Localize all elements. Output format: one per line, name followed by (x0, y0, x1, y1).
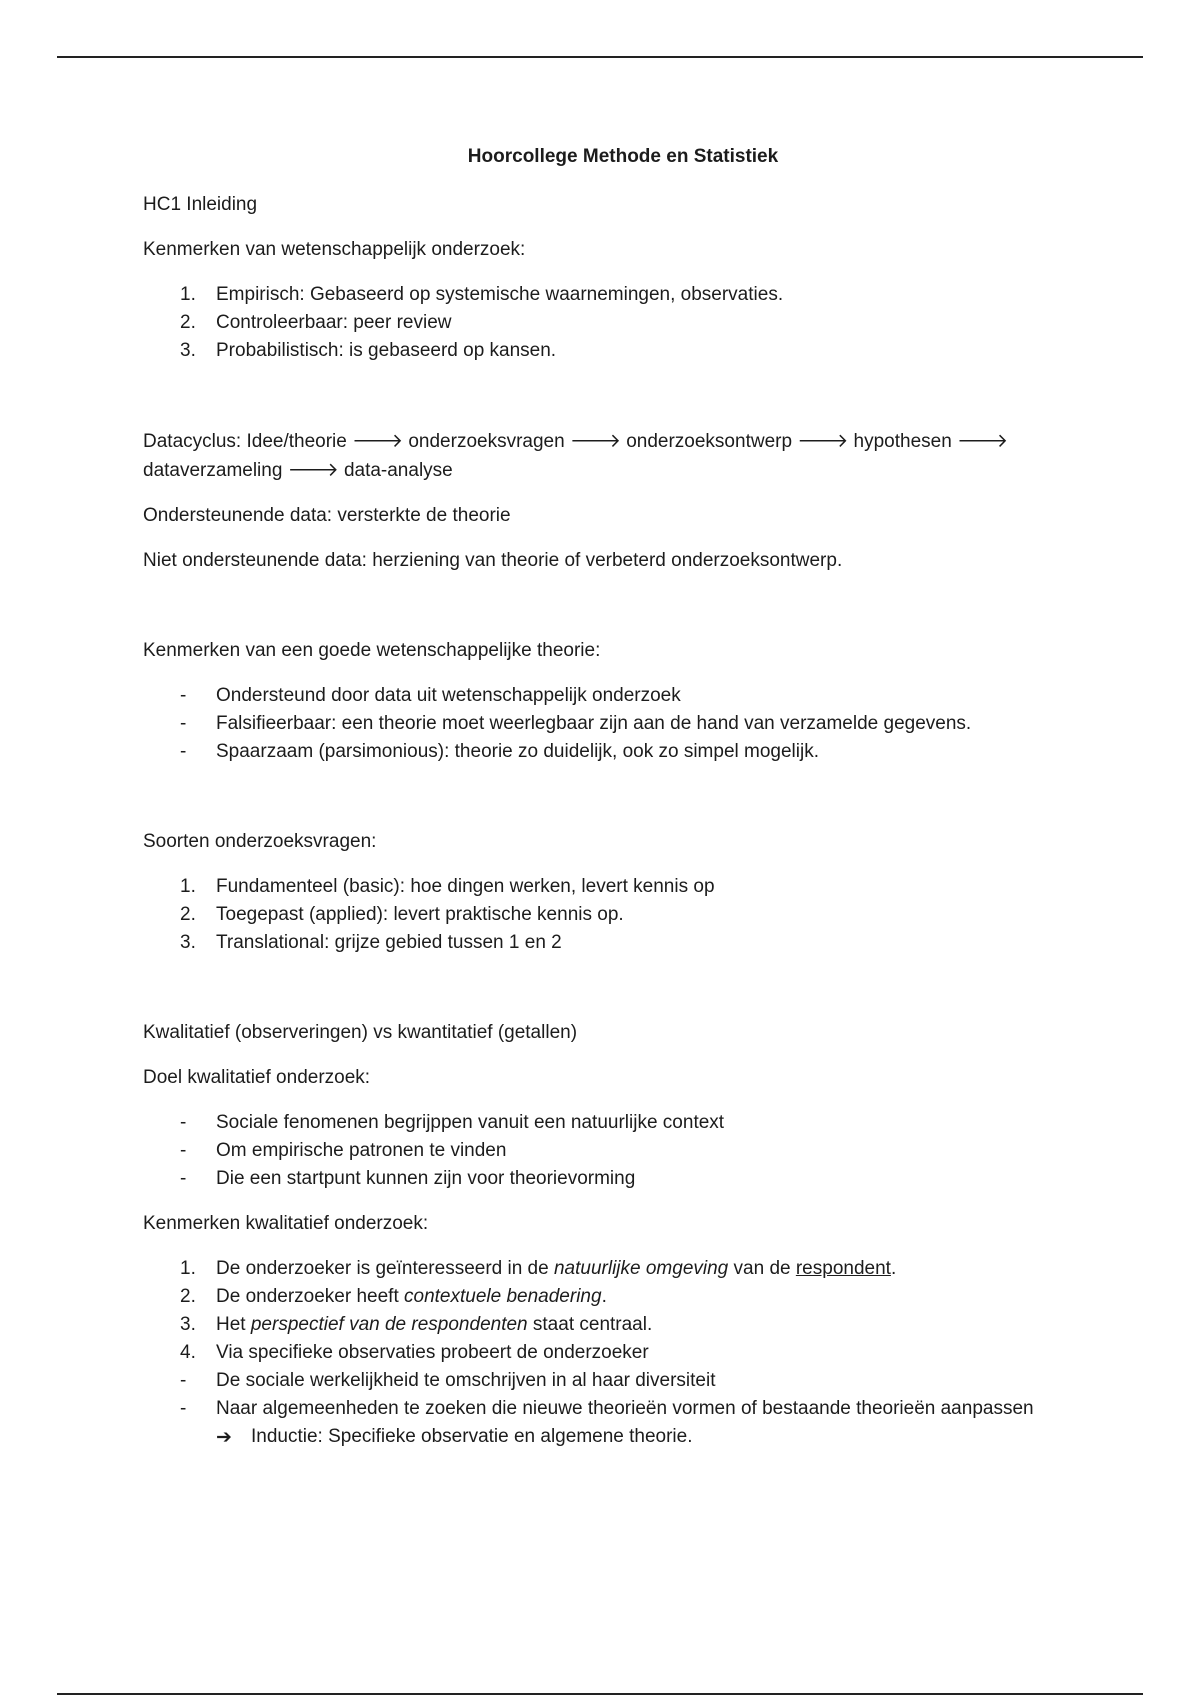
arrow-right-icon: 🡒 (352, 430, 404, 452)
spacer (143, 783, 1103, 828)
list-marker: 1. (180, 876, 196, 897)
bullet-list (143, 682, 1103, 766)
datacycle-step: dataverzameling (143, 460, 283, 481)
text-run: . (890, 1258, 897, 1279)
list-item (143, 281, 1103, 309)
numbered-list (143, 281, 1103, 365)
chapter-heading: HC1 Inleiding (143, 194, 258, 215)
list-item (143, 1137, 1103, 1165)
list-marker: 1. (180, 1258, 196, 1279)
list-marker: 4. (180, 1342, 196, 1363)
list-item (143, 1339, 1103, 1367)
list-item-text: Empirisch: Gebaseerd op systemische waarnemingen, observaties. (216, 284, 784, 305)
list-item (143, 1255, 1103, 1283)
list-item (143, 1165, 1103, 1193)
arrow-right-icon: 🡒 (797, 430, 849, 452)
list-item (143, 738, 1103, 766)
list-item-text: Toegepast (applied): levert praktische kennis op. (216, 904, 624, 925)
list-item-text: De sociale werkelijkheid te omschrijven in al haar diversiteit (216, 1370, 716, 1391)
list-item-text: Fundamenteel (basic): hoe dingen werken, levert kennis op (216, 876, 715, 897)
paragraph: Niet ondersteunende data: herziening van theorie of verbeterd onderzoeksontwerp. (143, 550, 843, 571)
text-run: staat centraal. (527, 1314, 653, 1335)
conclusion-text: Inductie: Specifieke observatie en algemene theorie. (251, 1426, 693, 1447)
list-item-text (216, 1258, 896, 1279)
list-marker: - (180, 1370, 187, 1391)
underlined-text: respondent (795, 1258, 891, 1279)
conclusion-item (143, 1423, 1103, 1451)
datacycle-step: data-analyse (343, 460, 453, 481)
list-item (143, 309, 1103, 337)
arrow-bullet-icon: ➔ (216, 1426, 232, 1448)
paragraph: Kwalitatief (observeringen) vs kwantitatief (getallen) (143, 1022, 578, 1043)
list-item-text: Die een startpunt kunnen zijn voor theorievorming (216, 1168, 636, 1189)
list-item (143, 1395, 1103, 1423)
list-marker: - (180, 1112, 187, 1133)
text-run: Het (216, 1314, 251, 1335)
list-item (143, 901, 1103, 929)
mixed-list (143, 1255, 1103, 1451)
section-heading: Kenmerken kwalitatief onderzoek: (143, 1213, 429, 1234)
list-marker: 3. (180, 1314, 196, 1335)
list-item (143, 929, 1103, 957)
list-item (143, 1367, 1103, 1395)
list-marker: 3. (180, 340, 196, 361)
datacycle-step: onderzoeksvragen (408, 431, 565, 452)
bullet-list (143, 1109, 1103, 1193)
list-item (143, 1109, 1103, 1137)
datacycle-step: onderzoeksontwerp (626, 431, 793, 452)
spacer (143, 592, 1103, 637)
section-heading: Soorten onderzoeksvragen: (143, 831, 377, 852)
text-run: van de (728, 1258, 796, 1279)
list-marker: - (180, 713, 187, 734)
spacer (143, 382, 1103, 427)
list-marker: - (180, 1168, 187, 1189)
list-item-text: Om empirische patronen te vinden (216, 1140, 507, 1161)
list-item-text: Controleerbaar: peer review (216, 312, 452, 333)
list-marker: - (180, 1140, 187, 1161)
section-heading: Kenmerken van een goede wetenschappelijke theorie: (143, 640, 601, 661)
list-item-text: Translational: grijze gebied tussen 1 en 2 (216, 932, 562, 953)
spacer (143, 974, 1103, 1019)
list-item-text: Sociale fenomenen begrijppen vanuit een natuurlijke context (216, 1112, 725, 1133)
list-item-text: Ondersteund door data uit wetenschappelijk onderzoek (216, 685, 681, 706)
list-item-text: Via specifieke observaties probeert de onderzoeker (216, 1342, 649, 1363)
document-title: Hoorcollege Methode en Statistiek (467, 146, 779, 167)
arrow-right-icon: 🡒 (569, 430, 621, 452)
document-page (143, 143, 1103, 1468)
top-rule (57, 56, 1143, 58)
list-marker: - (180, 1398, 187, 1419)
list-item (143, 710, 1103, 738)
list-item-text: Naar algemeenheden te zoeken die nieuwe theorieën vormen of bestaande theorieën aanpassen (216, 1398, 1034, 1419)
list-item-text: Probabilistisch: is gebaseerd op kansen. (216, 340, 557, 361)
list-marker: 2. (180, 312, 196, 333)
numbered-list (143, 873, 1103, 957)
section-heading: Kenmerken van wetenschappelijk onderzoek: (143, 239, 526, 260)
list-marker: 1. (180, 284, 196, 305)
list-marker: - (180, 741, 187, 762)
arrow-right-icon: 🡒 (287, 459, 339, 481)
datacycle-step: Datacyclus: Idee/theorie (143, 431, 347, 452)
list-marker: 2. (180, 904, 196, 925)
list-marker: - (180, 685, 187, 706)
section-heading: Doel kwalitatief onderzoek: (143, 1067, 371, 1088)
text-run: De onderzoeker is geïnteresseerd in de (216, 1258, 554, 1279)
list-marker: 2. (180, 1286, 196, 1307)
list-item (143, 337, 1103, 365)
italic-text: natuurlijke omgeving (553, 1258, 729, 1279)
text-run: De onderzoeker heeft (216, 1286, 405, 1307)
list-item (143, 1311, 1103, 1339)
italic-text: perspectief van de respondenten (250, 1314, 528, 1335)
list-item-text (216, 1314, 652, 1335)
paragraph: Ondersteunende data: versterkte de theorie (143, 505, 511, 526)
list-item (143, 873, 1103, 901)
list-item (143, 1283, 1103, 1311)
text-run: . (601, 1286, 607, 1307)
list-marker: 3. (180, 932, 196, 953)
list-item-text: Spaarzaam (parsimonious): theorie zo duidelijk, ook zo simpel mogelijk. (216, 741, 819, 762)
arrow-right-icon: 🡒 (957, 430, 1009, 452)
list-item (143, 682, 1103, 710)
bottom-rule (57, 1693, 1143, 1695)
datacycle-step: hypothesen (853, 431, 952, 452)
datacycle-paragraph (143, 427, 1103, 485)
list-item-text: Falsifieerbaar: een theorie moet weerlegbaar zijn aan de hand van verzamelde gegevens. (216, 713, 972, 734)
italic-text: contextuele benadering (404, 1286, 602, 1307)
list-item-text (216, 1286, 607, 1307)
